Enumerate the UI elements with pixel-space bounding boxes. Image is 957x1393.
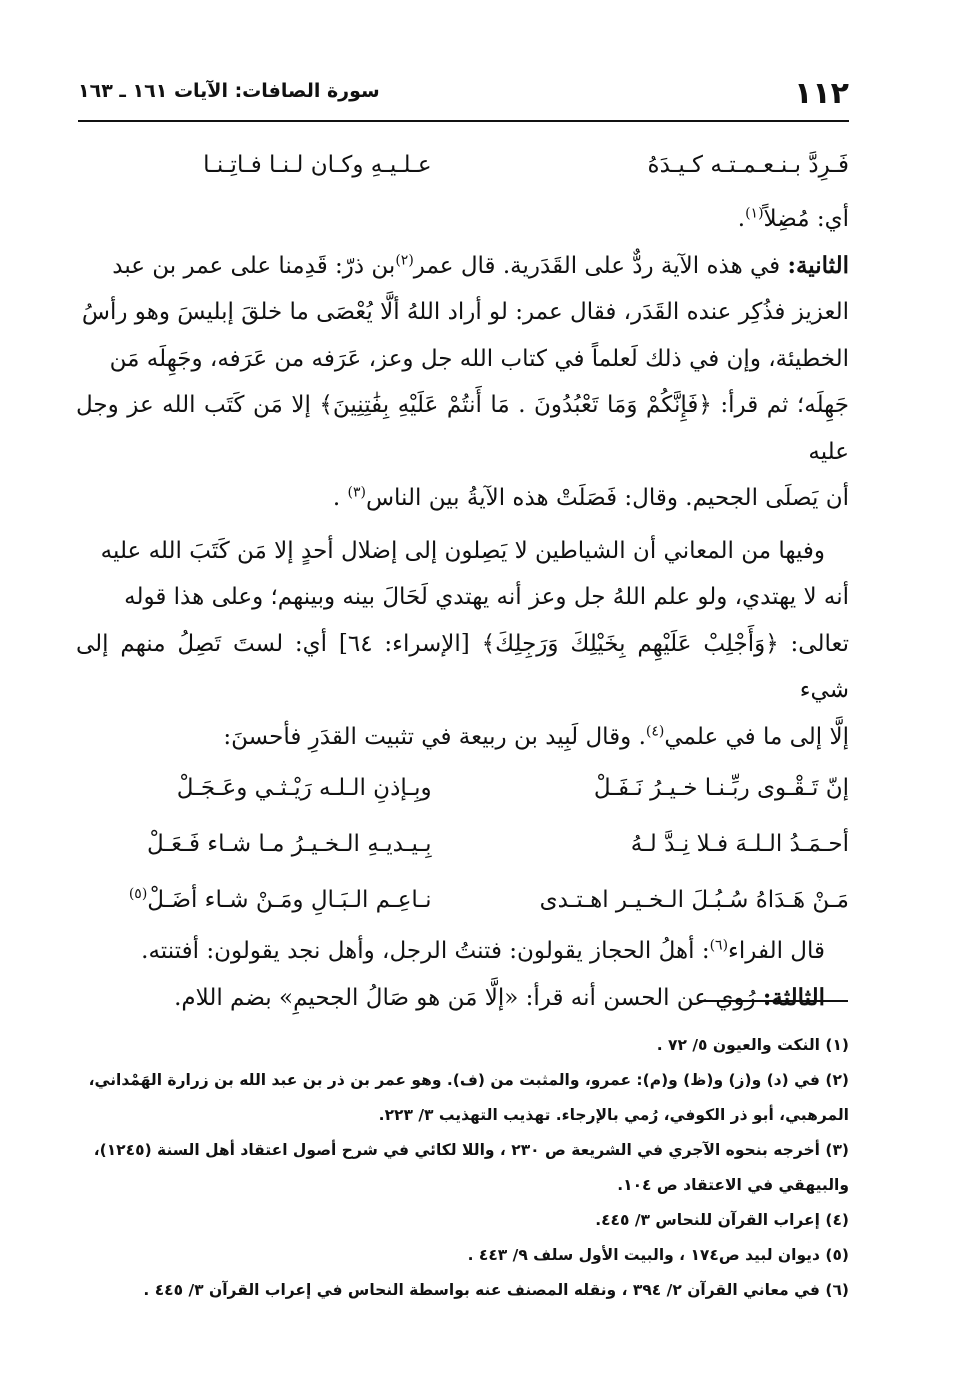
footnote-ref[interactable]: (١) <box>745 205 764 222</box>
poem-verse <box>76 816 849 872</box>
footnote-ref[interactable]: (٢) <box>395 251 414 268</box>
line-text: . <box>332 485 341 511</box>
running-title: سورة الصافات: الآيات ١٦١ ـ ١٦٣ <box>78 80 380 102</box>
paragraph-line: أنه لا يهتدي، ولو علم اللهُ جل وعز أنه يهتدي لَحَالَ بينه وبينهم؛ وعلى هذا قوله <box>124 584 849 610</box>
section-second <box>76 243 849 522</box>
line-text: . وقال لَبِيد بن ربيعة في تثبيت القدَرِ فأحسنَ: <box>223 723 646 750</box>
page-header <box>78 68 849 122</box>
verse-text: فَـرِدَّ بـنـعـمـتـه كـيـدَهُ <box>647 151 849 178</box>
poem <box>76 760 849 928</box>
verse-hemistich-right <box>493 765 849 812</box>
footnote: (٦) في معاني القرآن ٢/ ٣٩٤ ، ونقله المصنف عنه بواسطة النحاس في إعراب القرآن ٣/ ٤٤٥ . <box>143 1281 849 1299</box>
verse-text: وبِـإذنِ الـلـه رَيْـثـي وعَـجَـلْ <box>176 774 432 801</box>
paragraph-line: تعالى: ﴿وَأَجْلِبْ عَلَيْهِم بِخَيْلِكَ وَرَجِلِكَ﴾ [الإسراء: ٦٤] أي: لستَ تَصِلُ منهم إلى شيء <box>76 630 849 703</box>
farra-line <box>76 928 849 975</box>
verse-hemistich-left <box>76 142 432 189</box>
verse-hemistich-left: نـاعِـم الـبَـالِ ومَـنْ شـاء أضَـلْ(٥) <box>76 877 432 924</box>
paragraph-line: العزيز فذُكِر عنده القَدَر، فقال عمر: لو أراد اللهُ ألَّا يُعْصَى ما خلقَ إبليسَ وهو رأسُ <box>81 299 849 325</box>
verse-hemistich-left <box>76 765 432 812</box>
main-text <box>76 140 849 1021</box>
verse-intro <box>76 140 849 190</box>
footnote: (٤) إعراب القرآن للنحاس ٣/ ٤٤٥. <box>595 1211 849 1229</box>
footnote: (٢) في (د) و(ز) و(ظ) و(م): عمرو، والمثبت من (ف). وهو عمر بن ذر بن عبد الله بن زرارة الهَمْداني، <box>88 1071 849 1089</box>
footnote-ref[interactable]: (٦) <box>709 937 729 954</box>
page-number: ١١٢ <box>794 76 849 111</box>
section-meanings <box>76 528 849 761</box>
section-title: الثانية: <box>787 251 849 279</box>
footnote-continuation: والبيهقي في الاعتقاد ص ١٠٤. <box>617 1176 849 1194</box>
line-text: بن ذرّ: قَدِمنا على عمر بن عبد <box>112 252 396 279</box>
section-title: الثالثة: <box>762 983 825 1011</box>
line-text: أي: مُضِلاً <box>763 206 849 232</box>
verse-text: نـاعِـم الـبَـالِ ومَـنْ شـاء أضَـلْ <box>147 886 432 913</box>
poem-verse <box>76 760 849 816</box>
verse-text: إنّ تَـقْـوى ربِّـنـا خـيـرُ نَـفَـلْ <box>593 774 849 801</box>
footnote: (١) النكت والعيون ٥/ ٧٢ . <box>656 1036 849 1054</box>
paragraph-line: جَهِلَه؛ ثم قرأ: ﴿فَإِنَّكُمْ وَمَا تَعْبُدُونَ . مَا أَنتُمْ عَلَيْهِ بِفَٰتِنِينَ﴾ إلا مَن كَتَب الله عز وجل عليه <box>76 392 849 465</box>
section-third <box>76 975 849 1022</box>
line-text: رُوي عن الحسن أنه قرأ: «إلَّا مَن هو صَالُ الجحيمِ» بضم اللام. <box>174 984 756 1011</box>
verse-text: عـلـيـهِ وكـان لـنـا فـاتِـنـا <box>203 151 432 178</box>
verse-hemistich-right <box>493 821 849 868</box>
verse-hemistich-left <box>76 821 432 868</box>
verse-hemistich-right <box>493 142 849 189</box>
paragraph-line: الخطيئة، وإن في ذلك لَعلماً في كتاب الله جل وعز، عَرَفه من عَرَفه، وجَهِلَه مَن <box>109 345 849 372</box>
footnote-continuation: المرهبي، أبو ذر الكوفي، رُمي بالإرجاء. تهذيب التهذيب ٣/ ٢٢٣. <box>378 1106 849 1124</box>
line-text: إلَّا إلى ما في علمي <box>664 723 849 750</box>
paragraph-line <box>76 475 849 522</box>
line-text: قال الفراء <box>728 938 825 964</box>
verse-text: مَـنْ هَـدَاهُ سُـبُـلَ الـخـيـر اهـتـدى <box>539 886 849 913</box>
line-text: أن يَصلَى الجحيم. وقال: فَصَلَتْ هذه الآيةُ بين الناس <box>365 485 849 511</box>
footnote: (٥) ديوان لبيد ص١٧٤ ، والبيت الأول سلف ٩/ ٤٤٣ . <box>467 1246 849 1264</box>
line-text: : أهلُ الحجاز يقولون: فتنتُ الرجل، وأهل نجد يقولون: أفتنته. <box>141 938 710 964</box>
meaning-line <box>76 196 849 243</box>
verse-hemistich-right <box>493 877 849 924</box>
line-text: في هذه الآية ردٌّ على القَدَرية. قال عمر <box>413 252 781 279</box>
verse-text: بِـيـديـهِ الـخـيـرُ مـا شـاء فَـعَـلْ <box>146 830 432 857</box>
poem-verse <box>76 872 849 928</box>
footnote-ref[interactable]: (٤) <box>645 722 665 739</box>
footnote-divider <box>700 1000 848 1002</box>
footnote: (٣) أخرجه بنحوه الآجري في الشريعة ص ٢٣٠ ، واللا لكائي في شرح أصول اعتقاد أهل السنة (١٢٤٥)، <box>93 1141 849 1159</box>
paragraph-line <box>76 243 849 290</box>
verse-text: أحـمَـدُ الـلـهَ فـلا نِـدَّ لـهُ <box>630 830 849 857</box>
paragraph-line <box>76 714 849 761</box>
line-text: . <box>737 206 746 232</box>
footnote-ref[interactable]: (٣) <box>347 484 366 501</box>
paragraph-line: وفيها من المعاني أن الشياطين لا يَصِلون إلى إضلال أحدٍ إلا مَن كَتَبَ الله عليه <box>100 537 825 564</box>
footnotes <box>76 1028 849 1308</box>
